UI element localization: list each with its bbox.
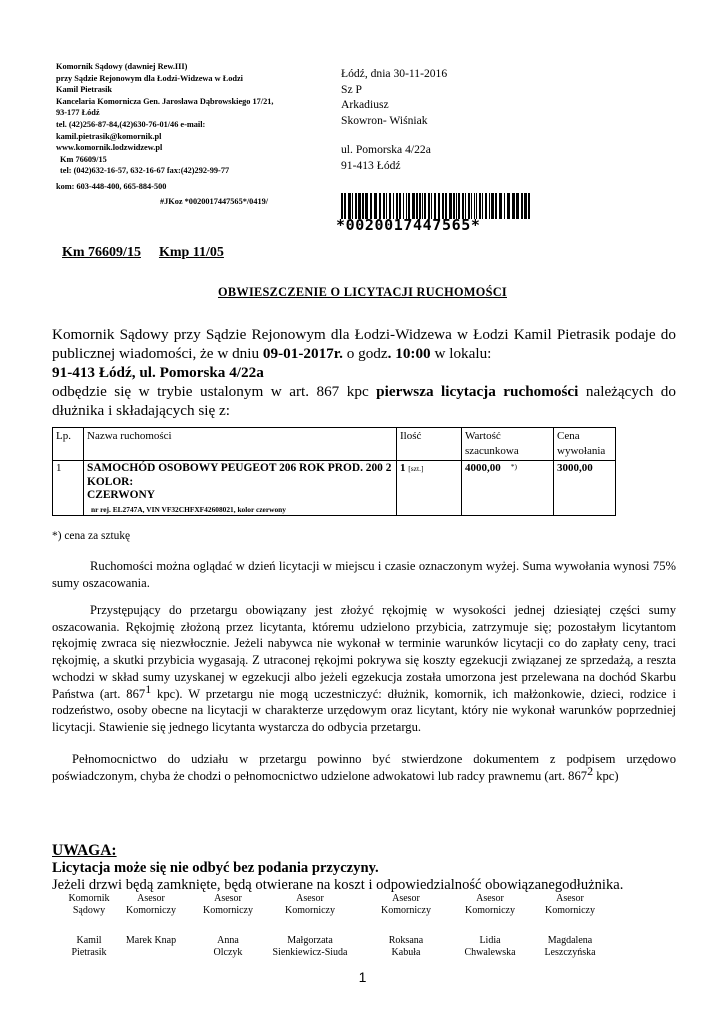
recipient-address: ul. Pomorska 4/22a [341,143,431,156]
item-details: nr rej. EL2747A, VIN VF32CHFXF42608021, kolor czerwony [91,504,286,514]
signatory-name: Marek Knap [125,935,177,946]
office-email: kamil.pietrasik@komornik.pl [56,131,162,141]
signatory-assessor [522,893,618,959]
item-name: SAMOCHÓD OSOBOWY PEUGEOT 206 ROK PROD. 200 2 KOLOR: [87,462,392,488]
power-of-attorney-paragraph [52,751,676,784]
cell-value [462,461,554,516]
intro-text: w lokalu: [430,345,492,362]
office-line: 93-177 Łódź [56,108,100,118]
paragraph-text: Pełnomocnictwo do udziału w przetargu powinno być stwierdzone dokumentem z podpisem urzędowo poświadczonym, chyba że chodzi o pełnomocnictwo udzielone adwokatowi lub radcy prawnemu (art. 867 [52,752,676,783]
announcement-intro [52,325,676,420]
office-line: tel. (42)256-87-84,(42)630-76-01/46 e-mail: [56,119,206,129]
signatory-role: Komorniczy [545,905,595,916]
office-phone: tel: (042)632-16-57, 632-16-67 fax:(42)292-99-77 [60,166,230,176]
barcode-bar [524,193,527,219]
signatory-role: Asesor [476,893,504,904]
page-title: OBWIESZCZENIE O LICYTACJI RUCHOMOŚCI [217,285,507,299]
warning-line-2: Jeżeli drzwi będą zamknięte, będą otwierane na koszt i odpowiedzialność obowiązanegodłużnika. [52,877,624,893]
header-lp: Lp. [53,428,84,461]
signatory-name: Magdalena [547,935,593,946]
item-qty: 1 [400,462,406,474]
signatory-name: Lidia [479,935,501,946]
intro-text: Komornik Sądowy przy Sądzie Rejonowym dla Łodzi-Widzewa w Łodzi Kamil Pietrasik podaje do publicznej wiadomości, że w dniu [52,326,676,362]
header-qty: Ilość [397,428,462,461]
office-case-number: Km 76609/15 [60,154,107,164]
signatory-name: Sienkiewicz-Siuda [272,947,348,958]
price-footnote: *) cena za sztukę [52,530,131,542]
signatory-name: Pietrasik [71,947,107,958]
document-date: Łódź, dnia 30-11-2016 [341,67,448,80]
item-color: CZERWONY [87,489,155,501]
office-line: Kancelaria Komornicza Gen. Jarosława Dąbrowskiego 17/21, [56,96,274,106]
signatory-assessor [358,893,454,959]
signatory-role: Komorniczy [203,905,253,916]
signatory-role: Komorniczy [465,905,515,916]
signatory-role: Komorniczy [285,905,335,916]
signatory-name: Kamil [76,935,102,946]
signatory-role: Komorniczy [381,905,431,916]
barcode-bar [521,193,523,219]
paragraph-text: kpc) [593,768,619,783]
barcode-bar [507,193,510,219]
barcode-bar [516,193,519,219]
item-value-mark: *) [510,462,517,471]
auction-time: . 10:00 [387,345,431,362]
item-unit: [szt.] [408,464,424,473]
item-value: 4000,00 [465,462,501,474]
barcode-bar [495,193,497,219]
warning-line-1: Licytacja może się nie odbyć bez podania przyczyny. [52,860,379,876]
signatory-role: Komornik [68,893,110,904]
office-header [56,61,326,207]
intro-text: o godz [342,345,388,362]
table-header-row [53,428,616,461]
page-number: 1 [358,969,367,985]
deposit-paragraph [52,602,676,736]
office-reference: #JKoz *0020017447565*/0419/ [160,196,269,206]
office-line: Komornik Sądowy (dawniej Rew.III) [56,62,188,71]
recipient-block [341,66,447,173]
signatory-name: Anna [217,935,239,946]
items-table [52,427,616,516]
case-km: Km 76609/15 [62,245,141,260]
viewing-paragraph: Ruchomości można oglądać w dzień licytacji w miejscu i czasie oznaczonym wyżej. Suma wywołania wynosi 75% sumy oszacowania. [52,559,676,590]
office-line: przy Sądzie Rejonowym dla Łodzi-Widzewa w Łodzi [56,73,243,83]
office-line: Kamil Pietrasik [56,85,112,95]
barcode-bar [485,193,487,219]
header-name: Nazwa ruchomości [84,428,397,461]
signatory-name: Chwalewska [464,947,516,958]
intro-text: należących do dłużnika i składających się z: [52,383,676,419]
cell-lp: 1 [53,461,84,516]
header-price: Cena wywołania [554,428,616,461]
cell-name [84,461,397,516]
table-row [53,461,616,516]
warning-heading: UWAGA: [52,842,117,859]
signatory-name: Olczyk [213,947,243,958]
signatory-role: Asesor [214,893,242,904]
cell-qty [397,461,462,516]
barcode-bar [489,193,490,219]
barcode-bar [504,193,505,219]
barcode-text: *0020017447565* [336,216,481,234]
signatory-name: Roksana [388,935,424,946]
signatory-role: Sądowy [72,905,106,916]
barcode-bar [499,193,502,219]
intro-text: odbędzie się w trybie ustalonym w art. 867 kpc [52,383,377,400]
signatory-role: Asesor [137,893,165,904]
recipient-line: Sz P [341,82,362,96]
item-price: 3000,00 [557,462,593,474]
paragraph-text: Przystępujący do przetargu obowiązany jest złożyć rękojmię w wysokości jednej dziesiątej części sumy oszacowania. Rękojmię złożoną przez licytanta, któremu udzielono przybicia, zatrzymuje się; pozostałym licytantom rękojmię zwraca się niezwłocznie. Jeżeli nabywca nie wykonał w terminie warunków licytacji co do zapłaty ceny, traci rękojmię, a skutki przybicia wygasają. Z utraconej rękojmi pokrywa się koszty egzekucji związanej ze sprzedażą, a reszta wchodzi w skład sumy uzyskanej w egzekucji albo jeżeli egzekucja została umorzona jest przelewana na dochód Skarbu Państwa (art. 867 [52,603,676,701]
signatory-role: Asesor [296,893,324,904]
signatory-role: Asesor [556,893,584,904]
office-mobile: kom: 603-448-400, 665-884-500 [56,181,167,191]
signatory-assessor [262,893,358,959]
barcode-bar [482,193,483,219]
signatory-role: Asesor [392,893,420,904]
case-numbers [62,245,242,261]
article-superscript: 1 [145,681,152,696]
auction-location: 91-413 Łódź, ul. Pomorska 4/22a [52,364,264,381]
signatory-role: Komorniczy [126,905,176,916]
cell-price [554,461,616,516]
recipient-city: 91-413 Łódź [341,158,401,172]
article-superscript: 2 [587,763,594,778]
signatory-name: Małgorzata [287,935,333,946]
signatory-name: Leszczyńska [544,947,596,958]
signatory-name: Kabuła [391,947,421,958]
auction-date: 09-01-2017r. [262,345,343,362]
auction-type: pierwsza licytacja ruchomości [376,383,579,400]
barcode-bar [491,193,494,219]
header-value: Wartość szacunkowa [462,428,554,461]
barcode-bar [528,193,530,219]
recipient-line: Arkadiusz [341,98,389,111]
paragraph-text: kpc). W przetargu nie mogą uczestniczyć: dłużnik, komornik, ich małżonkowie, dzieci, rodzice i rodzeństwo, osoby obecne na licytacji w charakterze urzędowym oraz licytant, który nie wykonał warunków poprzedniej licytacji. Stawienie się jednego licytanta wystarcza do odbycia przetargu. [52,686,676,734]
recipient-line: Skowron- Wiśniak [341,113,428,127]
case-kmp: Kmp 11/05 [158,245,224,260]
office-website: www.komornik.lodzwidzew.pl [56,143,163,153]
barcode-bar [512,193,515,219]
